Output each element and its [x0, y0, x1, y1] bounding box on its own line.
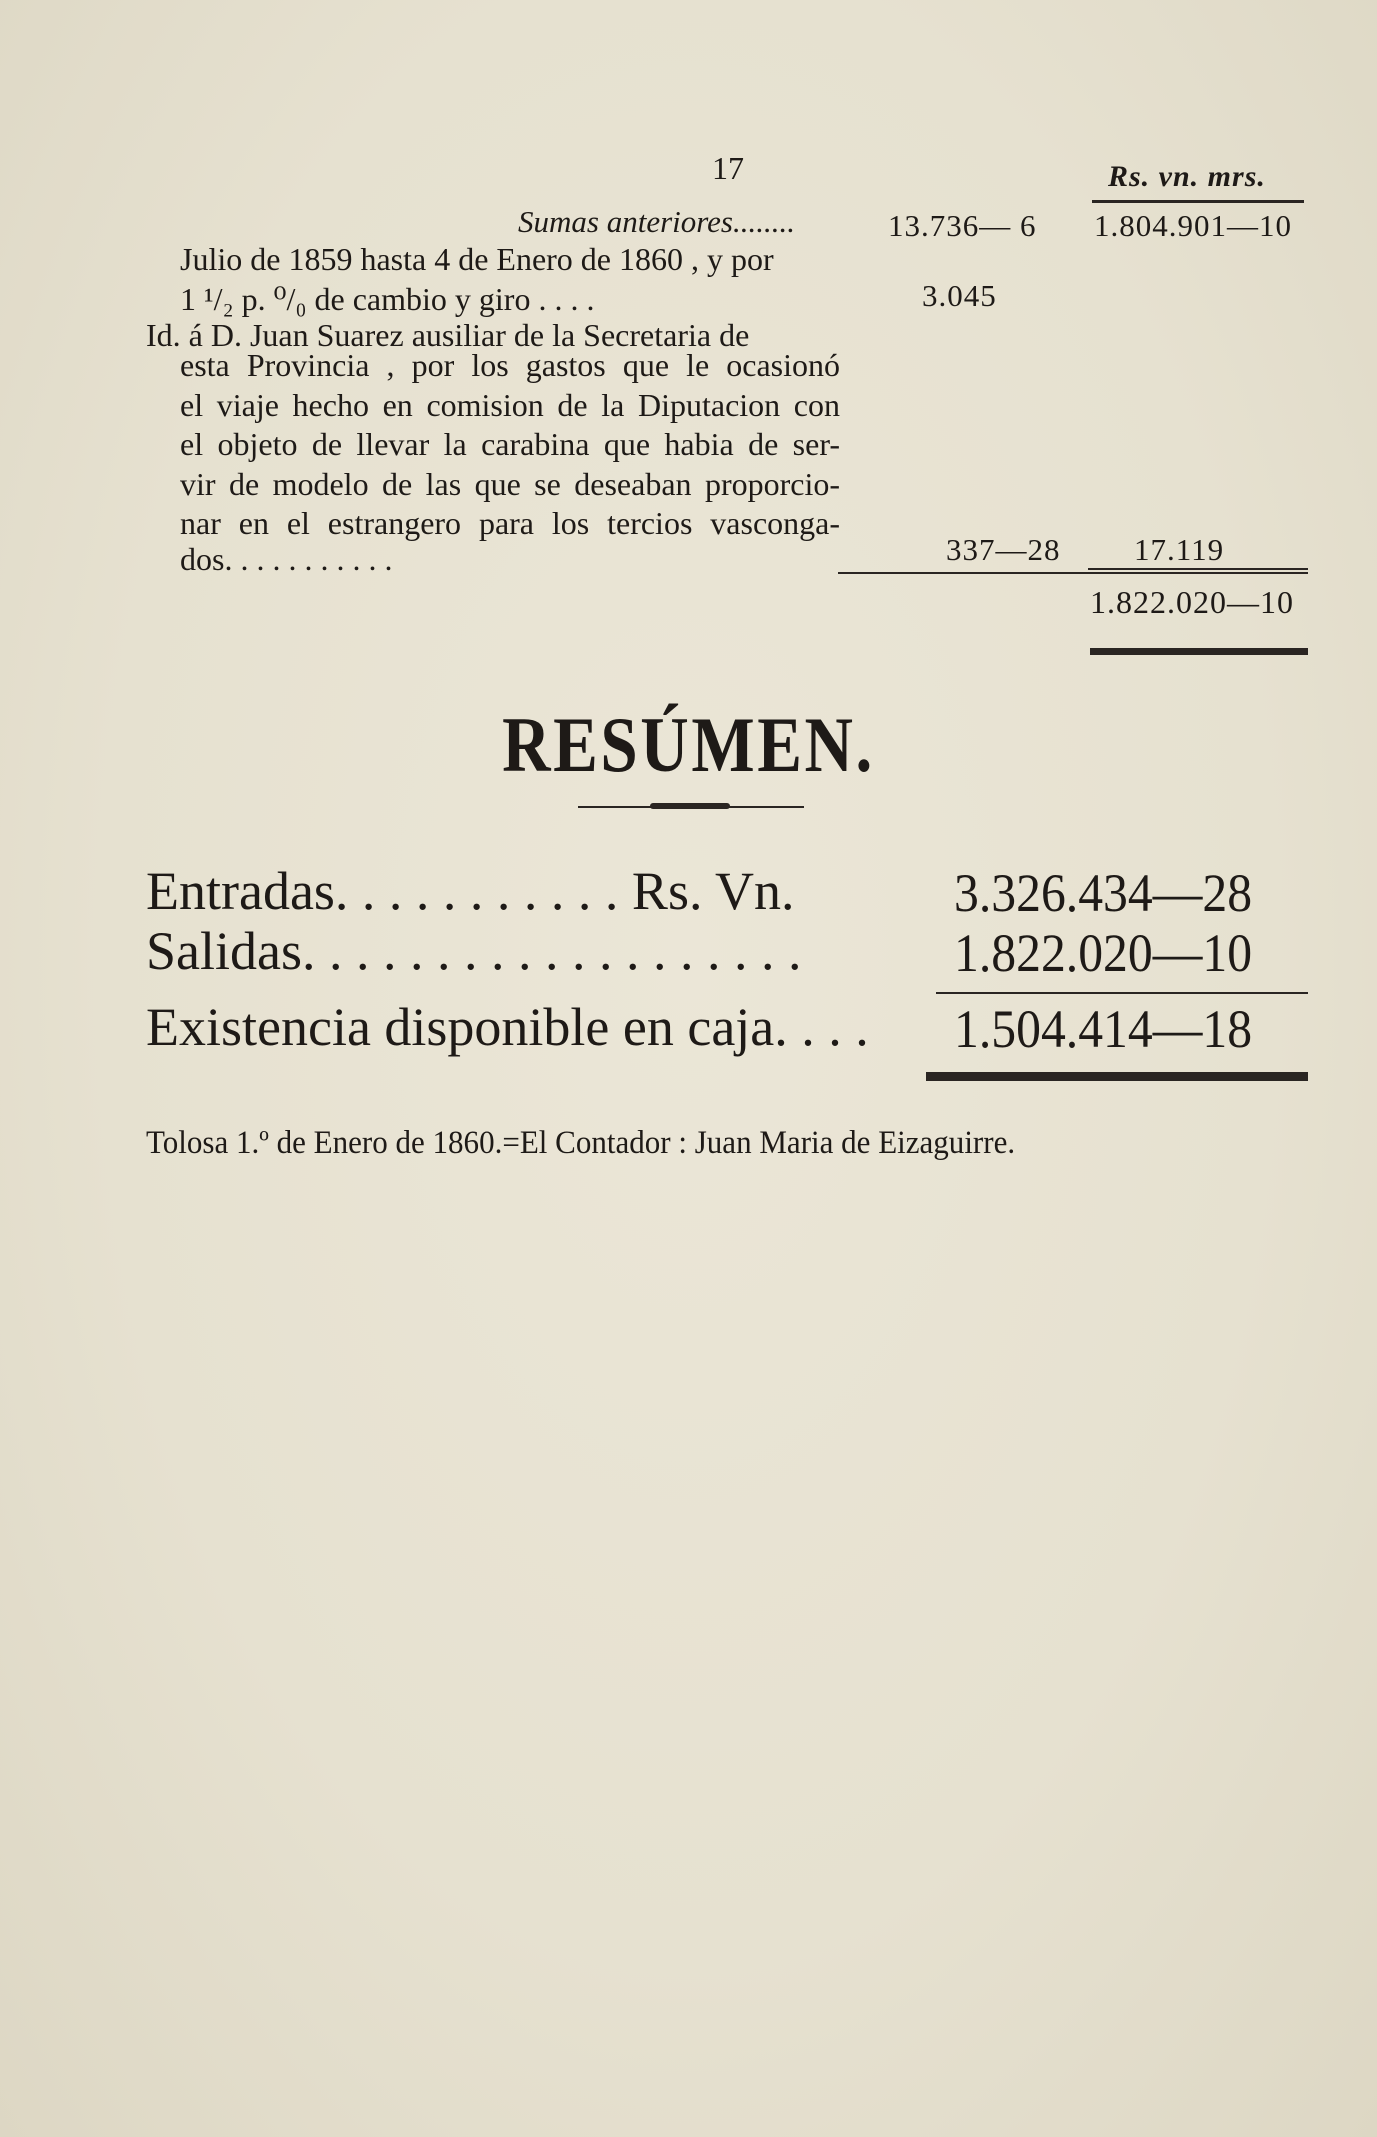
entry-1-line-1: Julio de 1859 hasta 4 de Enero de 1860 , y por: [180, 241, 774, 277]
entry-2-line: esta Provincia , por los gastos que le ocasionó: [180, 347, 840, 383]
entry-2-value-1: 337—28: [946, 532, 1061, 567]
page-number: 17: [712, 150, 744, 186]
existencia-value: 1.504.414—18: [954, 999, 1253, 1059]
footer-signature-line: Tolosa 1.º de Enero de 1860.=El Contador : Juan Maria de Eizaguirre.: [146, 1125, 1016, 1161]
entry-2-line: el objeto de llevar la carabina que habia de ser-: [180, 426, 840, 462]
summary-rule: [936, 992, 1308, 994]
salidas-value: 1.822.020—10: [954, 923, 1253, 983]
summary-double-rule: [926, 1072, 1308, 1081]
entradas-value: 3.326.434—28: [954, 863, 1253, 923]
entry-2-value-2: 17.119: [1134, 532, 1225, 567]
entry-2-text-block: [180, 346, 840, 544]
subtotal-rule-right: [1088, 568, 1308, 570]
entry-2-line: nar en el estrangero para los tercios vasconga-: [180, 505, 840, 541]
column-header: Rs. vn. mrs.: [1108, 160, 1266, 193]
entry-1-value: 3.045: [922, 278, 997, 313]
existencia-label: Existencia disponible en caja. . . .: [146, 997, 869, 1057]
summary-heading: RESÚMEN.: [502, 701, 875, 788]
total-double-rule: [1090, 648, 1308, 655]
entradas-label: Entradas. . . . . . . . . . . Rs. Vn.: [146, 861, 795, 921]
sumas-anteriores-value-1: 13.736— 6: [888, 208, 1037, 243]
entry-2-line: el viaje hecho en comision de la Diputacion con: [180, 386, 840, 423]
sumas-anteriores-value-2: 1.804.901—10: [1094, 208, 1292, 243]
entry-2-last-line: dos. . . . . . . . . . .: [180, 541, 393, 577]
entry-1-line-2: 1 ¹/₂ p. ⁰/₀ de cambio y giro . . . .: [180, 281, 595, 317]
entry-2-line: vir de modelo de las que se deseaban proporcio-: [180, 465, 840, 502]
sumas-anteriores-label: Sumas anteriores........: [518, 204, 795, 239]
entry-2-line-1: Id. á D. Juan Suarez ausiliar de la Secretaria de: [146, 317, 750, 353]
grand-total: 1.822.020—10: [1090, 584, 1294, 620]
salidas-label: Salidas. . . . . . . . . . . . . . . . . . .: [146, 921, 802, 981]
column-header-rule: [1092, 200, 1304, 203]
heading-ornament-center: [650, 803, 730, 809]
subtotal-rule: [838, 572, 1308, 574]
